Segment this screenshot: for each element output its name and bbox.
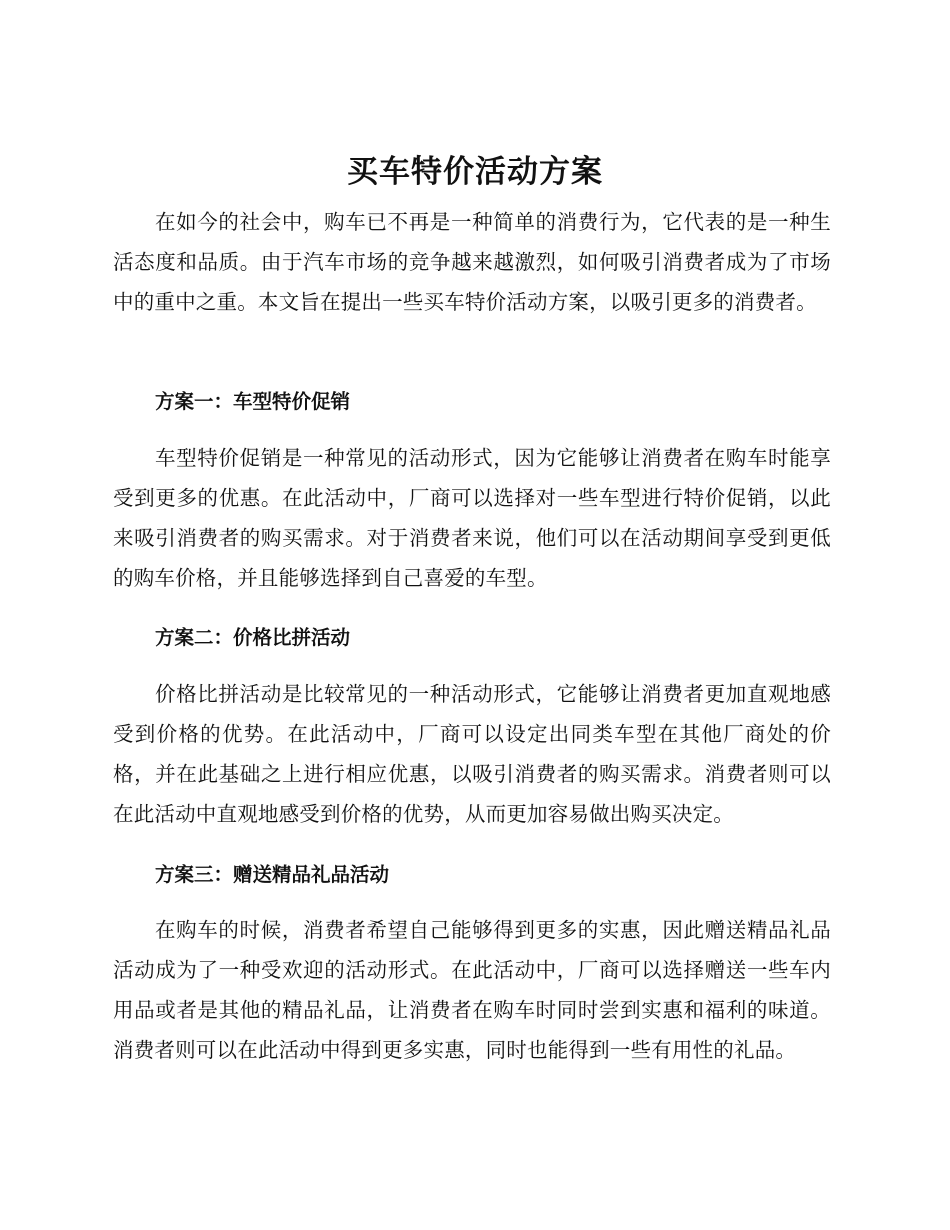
section-body-2: 价格比拼活动是比较常见的一种活动形式，它能够让消费者更加直观地感受到价格的优势。在此活动中，厂商可以设定出同类车型在其他厂商处的价格，并在此基础之上进行相应优惠，以吸引消费者的购买需求。消费者则可以在此活动中直观地感受到价格的优势，从而更加容易做出购买决定。 <box>113 682 831 826</box>
section-body-1: 车型特价促销是一种常见的活动形式，因为它能够让消费者在购车时能享受到更多的优惠。在此活动中，厂商可以选择对一些车型进行特价促销，以此来吸引消费者的购买需求。对于消费者来说，他们可以在活动期间享受到更低的购车价格，并且能够选择到自己喜爱的车型。 <box>113 446 831 590</box>
intro-paragraph: 在如今的社会中，购车已不再是一种简单的消费行为，它代表的是一种生活态度和品质。由于汽车市场的竞争越来越激烈，如何吸引消费者成为了市场中的重中之重。本文旨在提出一些买车特价活动方案，以吸引更多的消费者。 <box>113 210 831 314</box>
section-heading-2: 方案二：价格比拼活动 <box>155 626 351 649</box>
section-body-3: 在购车的时候，消费者希望自己能够得到更多的实惠，因此赠送精品礼品活动成为了一种受欢迎的活动形式。在此活动中，厂商可以选择赠送一些车内用品或者是其他的精品礼品，让消费者在购车时同时尝到实惠和福利的味道。消费者则可以在此活动中得到更多实惠，同时也能得到一些有用性的礼品。 <box>113 918 831 1062</box>
document-title: 买车特价活动方案 <box>347 154 603 190</box>
section-heading-3: 方案三：赠送精品礼品活动 <box>155 863 390 886</box>
section-heading-1: 方案一：车型特价促销 <box>155 390 351 413</box>
